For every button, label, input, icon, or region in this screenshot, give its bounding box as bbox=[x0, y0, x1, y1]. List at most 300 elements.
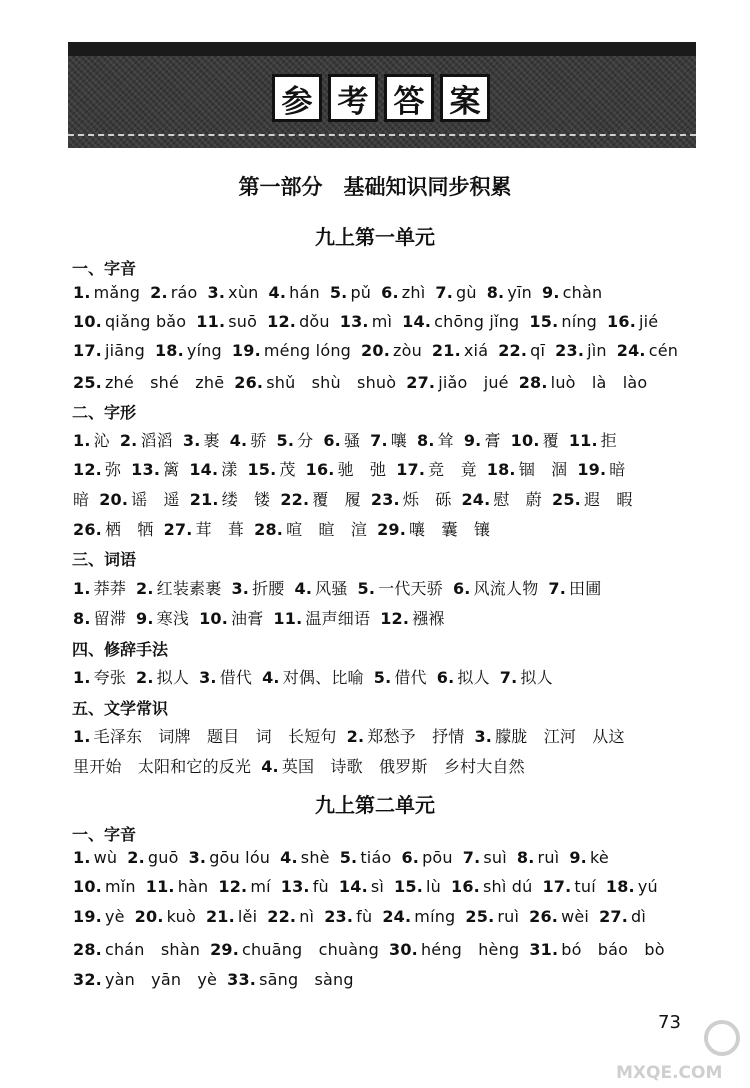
item-number: 4. bbox=[280, 848, 298, 867]
answer-item bbox=[99, 490, 180, 509]
answer-line bbox=[73, 428, 627, 451]
item-number: 2. bbox=[150, 283, 168, 302]
item-number: 5. bbox=[276, 431, 295, 450]
answer-item bbox=[324, 907, 372, 926]
answer-item bbox=[394, 877, 441, 896]
banner-title bbox=[272, 74, 490, 126]
item-answer: sāng sàng bbox=[259, 970, 354, 989]
item-number: 1. bbox=[73, 668, 91, 687]
answer-item bbox=[136, 579, 221, 598]
answer-item bbox=[136, 668, 189, 687]
item-answer: 谣 遥 bbox=[131, 490, 180, 509]
item-answer: zòu bbox=[392, 341, 422, 360]
item-number: 22. bbox=[498, 341, 528, 360]
item-answer: dì bbox=[631, 907, 647, 926]
item-answer: 莽莽 bbox=[93, 579, 127, 598]
item-number: 7. bbox=[462, 848, 481, 867]
item-answer: 弥 bbox=[104, 460, 122, 479]
item-number: 27. bbox=[406, 373, 436, 392]
item-number: 13. bbox=[131, 460, 161, 479]
item-number: 10. bbox=[73, 312, 102, 331]
item-number: 11. bbox=[145, 877, 175, 896]
item-number: 28. bbox=[73, 940, 102, 959]
item-number: 15. bbox=[247, 460, 277, 479]
item-answer: tiáo bbox=[360, 848, 392, 867]
item-number: 27. bbox=[599, 907, 629, 926]
answer-item bbox=[73, 490, 89, 509]
item-answer: jié bbox=[639, 312, 659, 331]
item-number: 31. bbox=[529, 940, 559, 959]
item-answer: mǐn bbox=[104, 877, 136, 896]
section-heading: 二、字形 bbox=[72, 403, 137, 422]
item-answer: xiá bbox=[463, 341, 489, 360]
item-answer: hàn bbox=[177, 877, 209, 896]
answer-item bbox=[381, 283, 425, 302]
item-number: 28. bbox=[518, 373, 548, 392]
item-number: 19. bbox=[73, 907, 102, 926]
item-number: 7. bbox=[370, 431, 388, 450]
item-number: 1. bbox=[73, 579, 91, 598]
item-answer: kuò bbox=[166, 907, 196, 926]
answer-line bbox=[73, 937, 675, 960]
answer-item bbox=[389, 940, 519, 959]
answer-item bbox=[261, 757, 525, 776]
answer-item bbox=[361, 341, 422, 360]
item-number: 26. bbox=[234, 373, 264, 392]
answer-item bbox=[306, 460, 387, 479]
item-answer: guō bbox=[147, 848, 179, 867]
item-number: 24. bbox=[382, 907, 412, 926]
answer-line bbox=[73, 877, 668, 896]
item-number: 3. bbox=[188, 848, 207, 867]
banner-char: 案 bbox=[440, 74, 490, 122]
answer-item bbox=[131, 460, 179, 479]
item-answer: mì bbox=[371, 312, 393, 331]
item-answer: ráo bbox=[170, 283, 198, 302]
item-number: 33. bbox=[227, 970, 257, 989]
answer-item bbox=[569, 431, 617, 450]
item-number: 8. bbox=[516, 848, 535, 867]
answer-item bbox=[371, 490, 452, 509]
item-number: 5. bbox=[357, 579, 376, 598]
item-number: 1. bbox=[73, 431, 91, 450]
item-number: 3. bbox=[182, 431, 201, 450]
answer-item bbox=[73, 727, 337, 746]
item-number: 13. bbox=[339, 312, 369, 331]
item-answer: wèi bbox=[561, 907, 590, 926]
item-number: 26. bbox=[73, 520, 102, 539]
item-number: 16. bbox=[451, 877, 480, 896]
answer-item bbox=[487, 283, 532, 302]
answer-item bbox=[73, 431, 110, 450]
item-number: 8. bbox=[417, 431, 435, 450]
item-number: 17. bbox=[396, 460, 426, 479]
answer-item bbox=[453, 579, 538, 598]
item-answer: míng bbox=[414, 907, 456, 926]
item-answer: hán bbox=[289, 283, 320, 302]
item-number: 6. bbox=[401, 848, 420, 867]
answer-item bbox=[269, 283, 320, 302]
item-answer: dǒu bbox=[299, 312, 330, 331]
item-answer: héng hèng bbox=[420, 940, 520, 959]
answer-line bbox=[73, 283, 612, 302]
item-answer: 膏 bbox=[484, 431, 501, 450]
answer-line bbox=[73, 576, 611, 599]
item-answer: 驰 弛 bbox=[337, 460, 387, 479]
item-number: 21. bbox=[189, 490, 219, 509]
item-answer: 寒浅 bbox=[156, 609, 190, 628]
answer-item bbox=[280, 490, 361, 509]
item-number: 12. bbox=[73, 460, 102, 479]
answer-item bbox=[451, 877, 532, 896]
item-answer: mǎng bbox=[93, 283, 141, 302]
item-answer: qiǎng bǎo bbox=[104, 312, 187, 331]
item-answer: 一代天骄 bbox=[378, 579, 443, 598]
answer-item bbox=[370, 431, 407, 450]
item-answer: shǔ shù shuò bbox=[266, 373, 397, 392]
item-answer: 风骚 bbox=[315, 579, 348, 598]
item-answer: jiāng bbox=[104, 341, 145, 360]
answer-item bbox=[206, 907, 257, 926]
item-number: 10. bbox=[510, 431, 540, 450]
answer-item bbox=[347, 727, 465, 746]
answer-item bbox=[542, 877, 595, 896]
item-number: 23. bbox=[370, 490, 400, 509]
item-answer: chán shàn bbox=[104, 940, 201, 959]
answer-item bbox=[463, 848, 507, 867]
answer-item bbox=[277, 431, 314, 450]
item-number: 21. bbox=[205, 907, 235, 926]
banner-char: 参 bbox=[272, 74, 322, 122]
answer-item bbox=[606, 877, 658, 896]
item-answer: jiǎo jué bbox=[438, 373, 509, 392]
item-answer: 滔滔 bbox=[140, 431, 173, 450]
item-answer: shè bbox=[300, 848, 330, 867]
item-number: 11. bbox=[273, 609, 303, 628]
item-number: 14. bbox=[338, 877, 368, 896]
answer-item bbox=[127, 848, 178, 867]
answer-item bbox=[267, 907, 314, 926]
item-answer: pǔ bbox=[350, 283, 372, 302]
answer-item bbox=[435, 283, 476, 302]
item-number: 25. bbox=[552, 490, 581, 509]
item-answer: chuāng chuàng bbox=[242, 940, 379, 959]
item-answer: xùn bbox=[228, 283, 259, 302]
item-answer: 慰 蔚 bbox=[493, 490, 543, 509]
item-answer: 覆 bbox=[542, 431, 559, 450]
answer-item bbox=[377, 520, 490, 539]
answer-line bbox=[73, 487, 643, 510]
item-answer: suì bbox=[483, 848, 507, 867]
answer-item bbox=[190, 490, 271, 509]
item-answer: 拒 bbox=[600, 431, 617, 450]
item-number: 4. bbox=[268, 283, 287, 302]
item-answer: lù bbox=[426, 877, 441, 896]
item-answer: 烁 砾 bbox=[402, 490, 452, 509]
answer-item bbox=[529, 907, 589, 926]
answer-item bbox=[73, 907, 125, 926]
answer-item bbox=[135, 907, 196, 926]
item-answer: qī bbox=[530, 341, 546, 360]
answer-item bbox=[227, 970, 354, 989]
item-answer: 覆 履 bbox=[312, 490, 361, 509]
answer-item bbox=[548, 579, 601, 598]
item-answer: zhì bbox=[401, 283, 426, 302]
item-answer: suō bbox=[228, 312, 258, 331]
answer-item bbox=[73, 460, 121, 479]
item-answer: yú bbox=[637, 877, 658, 896]
answer-item bbox=[432, 341, 488, 360]
item-number: 16. bbox=[607, 312, 636, 331]
item-answer: 红装素裹 bbox=[156, 579, 222, 598]
answer-item bbox=[234, 373, 396, 392]
item-answer: 骚 bbox=[343, 431, 361, 450]
item-answer: zhé shé zhē bbox=[104, 373, 225, 392]
answer-item bbox=[183, 431, 220, 450]
answer-item bbox=[402, 312, 519, 331]
item-answer: pōu bbox=[422, 848, 453, 867]
item-number: 12. bbox=[218, 877, 248, 896]
item-answer: 分 bbox=[297, 431, 314, 450]
answer-item bbox=[555, 341, 607, 360]
item-answer: gōu lóu bbox=[209, 848, 271, 867]
answer-item bbox=[120, 431, 173, 450]
item-number: 29. bbox=[377, 520, 407, 539]
item-answer: ruì bbox=[537, 848, 560, 867]
item-answer: jìn bbox=[587, 341, 607, 360]
answer-item bbox=[437, 668, 490, 687]
item-answer: 缕 镂 bbox=[221, 490, 271, 509]
answer-item bbox=[155, 341, 222, 360]
answer-line bbox=[73, 665, 563, 688]
item-number: 3. bbox=[199, 668, 217, 687]
page-number: 73 bbox=[658, 1012, 681, 1033]
item-number: 18. bbox=[154, 341, 184, 360]
item-answer: 田圃 bbox=[569, 579, 602, 598]
item-number: 6. bbox=[381, 283, 399, 302]
item-answer: 嚷 bbox=[390, 431, 407, 450]
item-number: 18. bbox=[605, 877, 635, 896]
item-number: 1. bbox=[73, 283, 91, 302]
answer-item bbox=[465, 907, 519, 926]
item-number: 20. bbox=[99, 490, 129, 509]
item-number: 16. bbox=[305, 460, 335, 479]
item-answer: 借代 bbox=[394, 668, 427, 687]
item-number: 14. bbox=[402, 312, 432, 331]
item-answer: 里开始 太阳和它的反光 bbox=[73, 757, 252, 776]
answer-item bbox=[262, 668, 364, 687]
item-answer: 夸张 bbox=[93, 668, 127, 687]
answer-item bbox=[406, 373, 508, 392]
answer-item bbox=[464, 431, 501, 450]
answer-item bbox=[374, 668, 427, 687]
item-answer: tuí bbox=[574, 877, 596, 896]
item-answer: 郑愁予 抒情 bbox=[367, 727, 465, 746]
answer-item bbox=[146, 877, 209, 896]
item-answer: lěi bbox=[237, 907, 258, 926]
answer-item bbox=[208, 283, 259, 302]
item-answer: 暗 bbox=[73, 490, 90, 509]
answer-item bbox=[339, 877, 384, 896]
item-number: 9. bbox=[136, 609, 154, 628]
answer-line bbox=[73, 907, 656, 926]
answer-item bbox=[247, 460, 295, 479]
section-heading: 一、字音 bbox=[72, 259, 137, 278]
answer-item bbox=[542, 283, 602, 302]
answer-item bbox=[417, 431, 454, 450]
item-answer: 留滞 bbox=[93, 609, 127, 628]
item-answer: yè bbox=[104, 907, 125, 926]
item-answer: 遐 暇 bbox=[583, 490, 633, 509]
answer-line bbox=[73, 370, 657, 393]
answer-item bbox=[254, 520, 367, 539]
item-answer: 风流人物 bbox=[473, 579, 539, 598]
section-heading: 一、字音 bbox=[72, 825, 137, 844]
item-answer: sì bbox=[370, 877, 385, 896]
item-answer: yàn yān yè bbox=[104, 970, 218, 989]
item-number: 32. bbox=[73, 970, 102, 989]
item-answer: cén bbox=[648, 341, 679, 360]
item-answer: 耸 bbox=[437, 431, 454, 450]
item-number: 9. bbox=[569, 848, 587, 867]
item-number: 15. bbox=[394, 877, 423, 896]
answer-item bbox=[529, 940, 664, 959]
section-heading: 三、词语 bbox=[72, 550, 137, 569]
item-answer: 茂 bbox=[279, 460, 296, 479]
answer-item bbox=[358, 579, 443, 598]
item-number: 19. bbox=[231, 341, 261, 360]
answer-item bbox=[569, 848, 609, 867]
item-number: 21. bbox=[431, 341, 461, 360]
item-number: 9. bbox=[541, 283, 560, 302]
item-number: 19. bbox=[577, 460, 607, 479]
answer-item bbox=[529, 312, 597, 331]
item-number: 20. bbox=[361, 341, 390, 360]
item-number: 8. bbox=[73, 609, 91, 628]
item-answer: 沁 bbox=[93, 431, 110, 450]
item-number: 18. bbox=[486, 460, 516, 479]
item-answer: 嚷 囊 镶 bbox=[409, 520, 491, 539]
answer-item bbox=[199, 668, 252, 687]
item-number: 1. bbox=[73, 848, 91, 867]
item-number: 11. bbox=[568, 431, 598, 450]
item-number: 25. bbox=[465, 907, 495, 926]
item-answer: 英国 诗歌 俄罗斯 乡村大自然 bbox=[281, 757, 525, 776]
answer-item bbox=[73, 940, 200, 959]
item-answer: fù bbox=[312, 877, 329, 896]
answer-item bbox=[281, 877, 329, 896]
item-number: 23. bbox=[324, 907, 354, 926]
item-number: 4. bbox=[261, 757, 279, 776]
answer-line bbox=[73, 754, 535, 777]
item-number: 3. bbox=[207, 283, 226, 302]
item-answer: 篱 bbox=[163, 460, 180, 479]
item-number: 10. bbox=[199, 609, 229, 628]
answer-item bbox=[330, 283, 371, 302]
item-answer: 襁褓 bbox=[412, 609, 445, 628]
item-number: 29. bbox=[210, 940, 240, 959]
item-answer: 骄 bbox=[250, 431, 267, 450]
item-answer: fù bbox=[356, 907, 373, 926]
item-answer: chàn bbox=[562, 283, 603, 302]
item-answer: mí bbox=[250, 877, 271, 896]
part-title: 第一部分 基础知识同步积累 bbox=[238, 175, 512, 199]
item-answer: shì dú bbox=[482, 877, 533, 896]
item-number: 2. bbox=[127, 848, 145, 867]
answer-item bbox=[577, 460, 625, 479]
answer-item bbox=[73, 283, 140, 302]
unit-title: 九上第一单元 bbox=[315, 225, 435, 249]
item-answer: 油膏 bbox=[231, 609, 264, 628]
item-number: 10. bbox=[73, 877, 102, 896]
answer-item bbox=[73, 757, 251, 776]
section-heading: 四、修辞手法 bbox=[72, 640, 169, 659]
item-number: 5. bbox=[339, 848, 358, 867]
answer-item bbox=[73, 970, 217, 989]
answer-item bbox=[231, 579, 284, 598]
item-number: 24. bbox=[616, 341, 646, 360]
answer-item bbox=[230, 431, 267, 450]
watermark-text: MXQE.COM bbox=[616, 1063, 723, 1083]
item-number: 5. bbox=[329, 283, 348, 302]
item-number: 7. bbox=[499, 668, 518, 687]
item-answer: 喧 暄 渲 bbox=[286, 520, 368, 539]
item-number: 15. bbox=[529, 312, 559, 331]
answer-line bbox=[73, 967, 364, 990]
item-number: 11. bbox=[196, 312, 226, 331]
item-answer: yíng bbox=[186, 341, 222, 360]
item-answer: 茸 葺 bbox=[195, 520, 245, 539]
answer-item bbox=[500, 668, 553, 687]
answer-item bbox=[552, 490, 633, 509]
item-number: 25. bbox=[73, 373, 102, 392]
banner-char: 考 bbox=[328, 74, 378, 122]
answer-item bbox=[218, 877, 270, 896]
item-answer: ruì bbox=[497, 907, 520, 926]
item-number: 4. bbox=[229, 431, 248, 450]
answer-item bbox=[511, 431, 559, 450]
answer-item bbox=[498, 341, 545, 360]
item-answer: 借代 bbox=[219, 668, 253, 687]
item-answer: 锢 涸 bbox=[518, 460, 568, 479]
answer-item bbox=[73, 579, 126, 598]
item-number: 3. bbox=[231, 579, 250, 598]
answer-item bbox=[295, 579, 348, 598]
answer-line bbox=[73, 457, 635, 480]
item-number: 6. bbox=[436, 668, 455, 687]
answer-line bbox=[73, 312, 668, 331]
item-answer: yīn bbox=[507, 283, 532, 302]
item-answer: 拟人 bbox=[156, 668, 190, 687]
item-number: 2. bbox=[136, 668, 154, 687]
item-answer: chōng jǐng bbox=[434, 312, 520, 331]
item-number: 26. bbox=[529, 907, 559, 926]
answer-item bbox=[73, 373, 224, 392]
item-number: 24. bbox=[461, 490, 491, 509]
item-answer: 折腰 bbox=[252, 579, 285, 598]
item-number: 4. bbox=[294, 579, 313, 598]
item-number: 6. bbox=[323, 431, 341, 450]
item-answer: 裹 bbox=[203, 431, 220, 450]
item-number: 2. bbox=[346, 727, 365, 746]
section-heading: 五、文学常识 bbox=[72, 699, 169, 718]
answer-item bbox=[73, 848, 117, 867]
item-answer: luò là lào bbox=[550, 373, 648, 392]
answer-item bbox=[599, 907, 646, 926]
item-number: 1. bbox=[73, 727, 91, 746]
item-number: 28. bbox=[254, 520, 284, 539]
unit-title: 九上第二单元 bbox=[315, 793, 435, 817]
